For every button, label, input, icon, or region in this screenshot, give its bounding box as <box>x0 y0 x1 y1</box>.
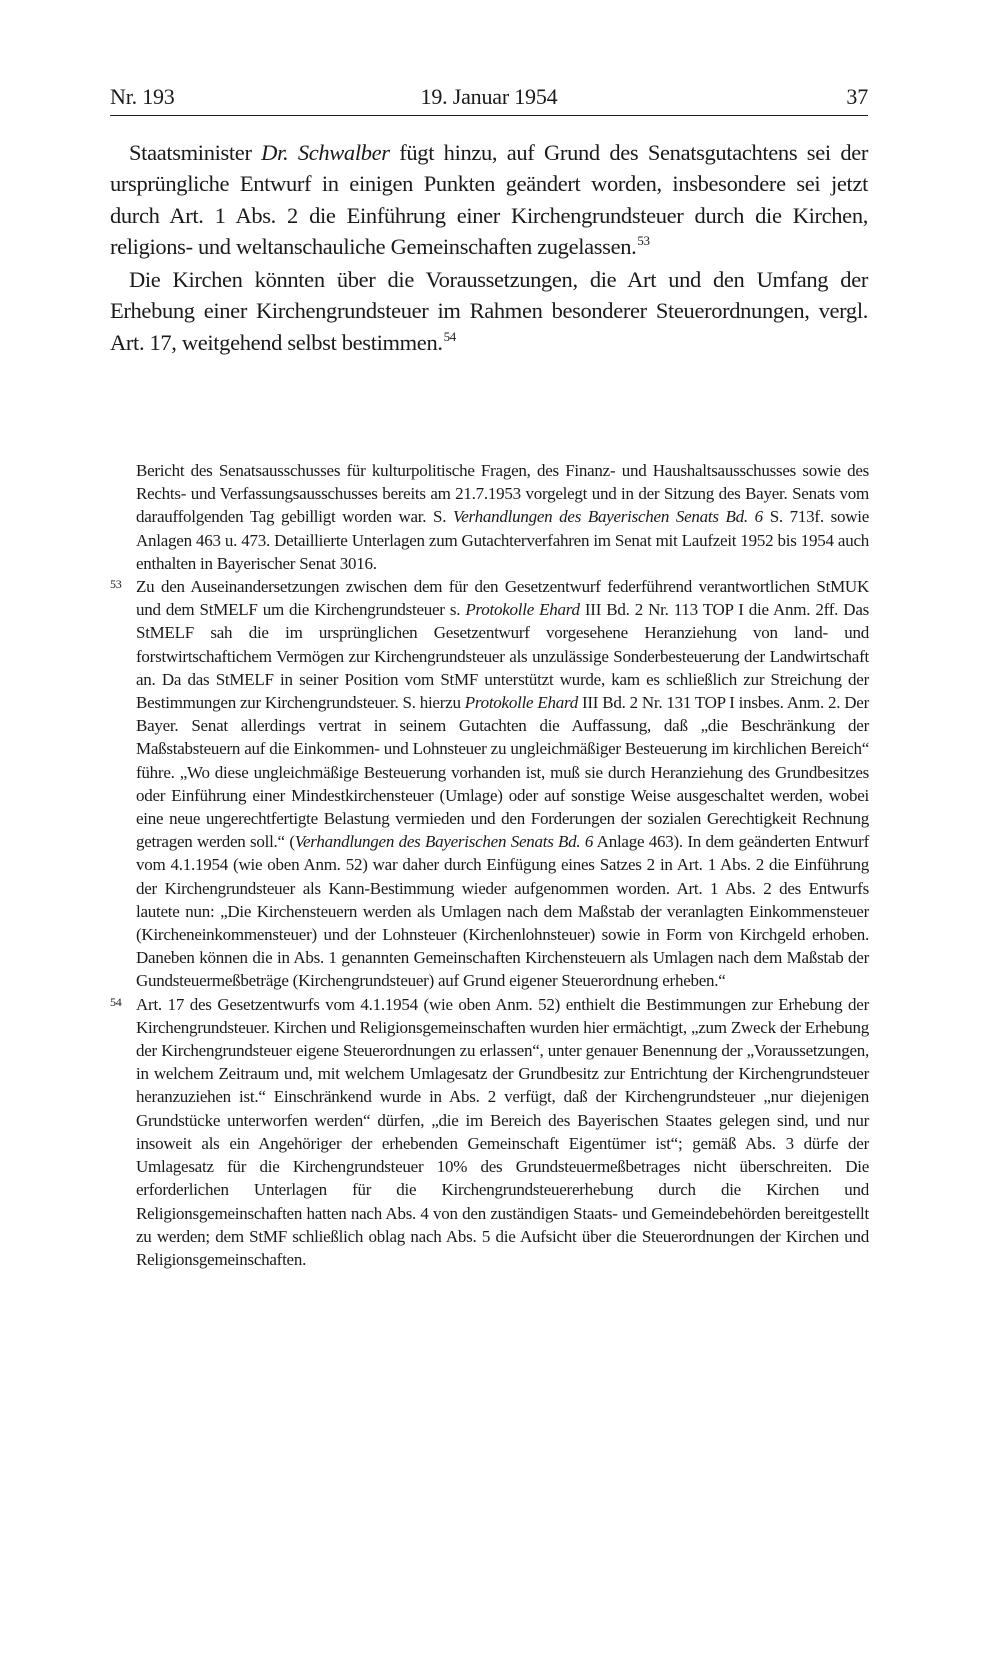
citation-title: Protokolle Ehard <box>465 600 580 620</box>
document-number: Nr. 193 <box>110 84 175 109</box>
speaker-name: Dr. Schwalber <box>261 140 390 165</box>
running-header <box>110 84 868 116</box>
citation-title: Verhandlungen des Bayerischen Senats Bd. 6 <box>453 507 763 527</box>
footnotes-section <box>110 459 869 1271</box>
document-page <box>110 84 868 358</box>
page-number: 37 <box>846 84 868 109</box>
footnote-number: 53 <box>110 577 122 592</box>
footnote-ref-53[interactable]: 53 <box>637 232 650 248</box>
main-text <box>110 137 868 358</box>
paragraph: Die Kirchen könnten über die Voraussetzungen, die Art und den Umfang der Erhebung einer Kirchengrundsteuer im Rahmen besonderer Steuerordnungen, vergl. Art. 17, weitgehend selbst bestimmen.$^{54}$ <box>110 267 868 355</box>
footnote-number: 54 <box>110 994 122 1009</box>
paragraph: Staatsminister Dr. Schwalber fügt hinzu, auf Grund des Senatsgutachtens sei der ursprüngliche Entwurf in einigen Punkten geändert worden, insbesondere sei jetzt durch Art. 1 Abs. 2 die Einführung einer Kirchengrundsteuer durch die Kirchen, religions- und weltanschauliche Gemeinschaften zugelassen.$^{53}$ <box>110 140 869 259</box>
citation-title: Protokolle Ehard <box>464 693 578 713</box>
footnote-ref-54[interactable]: 54 <box>443 328 456 344</box>
footnote-continued: Bericht des Senatsausschusses für kulturpolitische Fragen, des Finanz- und Haushaltsausschusses sowie des Rechts- und Verfassungsausschusses bereits am 21.7.1953 vorgelegt und in der Sitzung des Bayer. Senats vom darauffolgenden Tag gebilligt worden war. S. Verhandlungen des Bayerischen Senats Bd. 6 S. 713f. sowie Anlagen 463 u. 473. Detaillierte Unterlagen zum Gutachterverfahren im Senat mit Laufzeit 1952 bis 1954 auch enthalten in Bayerischer Senat 3016. <box>136 461 869 573</box>
citation-title: Verhandlungen des Bayerischen Senats Bd. 6 <box>294 832 594 852</box>
header-date: 19. Januar 1954 <box>420 84 558 109</box>
footnote-53: 53 Zu den Auseinandersetzungen zwischen dem für den Gesetzentwurf federführend verantwortlichen StMUK und dem StMELF um die Kirchengrundsteuer s. Protokolle Ehard III Bd. 2 Nr. 113 TOP I die Anm. 2ff. Das StMELF sah die im ursprünglichen Gesetzentwurf vorgesehene Heranziehung von land- und forstwirtschaftichem Vermögen zur Kirchengrundsteuer als unzulässige Sonderbesteuerung der Landwirtschaft an. Da das StMELF in seiner Position vom StMF unterstützt wurde, kam es schließlich zur Streichung der Bestimmungen zur Kirchengrundsteuer. S. hierzu Protokolle Ehard III Bd. 2 Nr. 131 TOP I insbes. Anm. 2. Der Bayer. Senat allerdings vertrat in seinem Gutachten die Auffassung, daß „die Beschränkung der Maßstabsteuern auf die Einkommen- und Lohnsteuer zu ungleichmäßiger Besteuerung im kirchlichen Bereich“ führe. „Wo diese ungleichmäßige Besteuerung vorhanden ist, muß sie durch Heranziehung des Grundbesitzes oder Einführung einer Mindestkirchensteuer (Umlage) oder auf sonstige Weise ausgeschaltet werden, wobei eine neue ungerechtfertigte Belastung vermieden und den Forderungen der sozialen Gerechtigkeit Rechnung getragen werden soll.“ (Verhandlungen des Bayerischen Senats Bd. 6 Anlage 463). In dem geänderten Entwurf vom 4.1.1954 (wie oben Anm. 52) war daher durch Einfügung eines Satzes 2 in Art. 1 Abs. 2 die Einführung der Kirchengrundsteuer als Kann-Bestimmung wieder aufgenommen worden. Art. 1 Abs. 2 des Entwurfs lautete nun: „Die Kirchensteuern werden als Umlagen nach dem Maßstab der veranlagten Einkommensteuer (Kircheneinkommensteuer) und der Lohnsteuer (Kirchenlohnsteuer) sowie in Form von Kirchgeld erhoben. Daneben können die in Abs. 1 genannten Gemeinschaften Kirchensteuern als Umlagen nach dem Maßstab der Gundsteuermeßbeträge (Kirchengrundsteuer) auf Grund eigener Steuerordnung erheben.“ <box>110 577 869 991</box>
footnote-54: 54 Art. 17 des Gesetzentwurfs vom 4.1.1954 (wie oben Anm. 52) enthielt die Bestimmungen zur Erhebung der Kirchengrundsteuer. Kirchen und Religionsgemeinschaften wurden hier ermächtigt, „zum Zweck der Erhebung der Kirchengrundsteuer eigene Steuerordnungen zu erlassen“, unter genauer Benennung der „Voraussetzungen, in welchem Zeitraum und, mit welchem Umlagesatz der Grundbesitz zur Entrichtung der Kirchengrundsteuer heranzuziehen ist.“ Einschränkend wurde in Abs. 2 verfügt, daß der Kirchengrundsteuer „nur diejenigen Grundstücke unterworfen werden“ dürfen, „die im Bereich des Bayerischen Staates gelegen sind, und nur insoweit als ein Angehöriger der erhebenden Gemeinschaft Eigentümer ist“; gemäß Abs. 3 dürfe der Umlagesatz für die Kirchengrundsteuer 10% des Grundsteuermeßbetrages nicht überschreiten. Die erforderlichen Unterlagen für die Kirchengrundsteuererhebung durch die Kirchen und Religionsgemeinschaften hatten nach Abs. 4 von den zuständigen Staats- und Gemeindebehörden bereitgestellt zu werden; dem StMF schließlich oblag nach Abs. 5 die Aufsicht über die Steuerordnungen der Kirchen und Religionsgemeinschaften. <box>110 994 869 1269</box>
